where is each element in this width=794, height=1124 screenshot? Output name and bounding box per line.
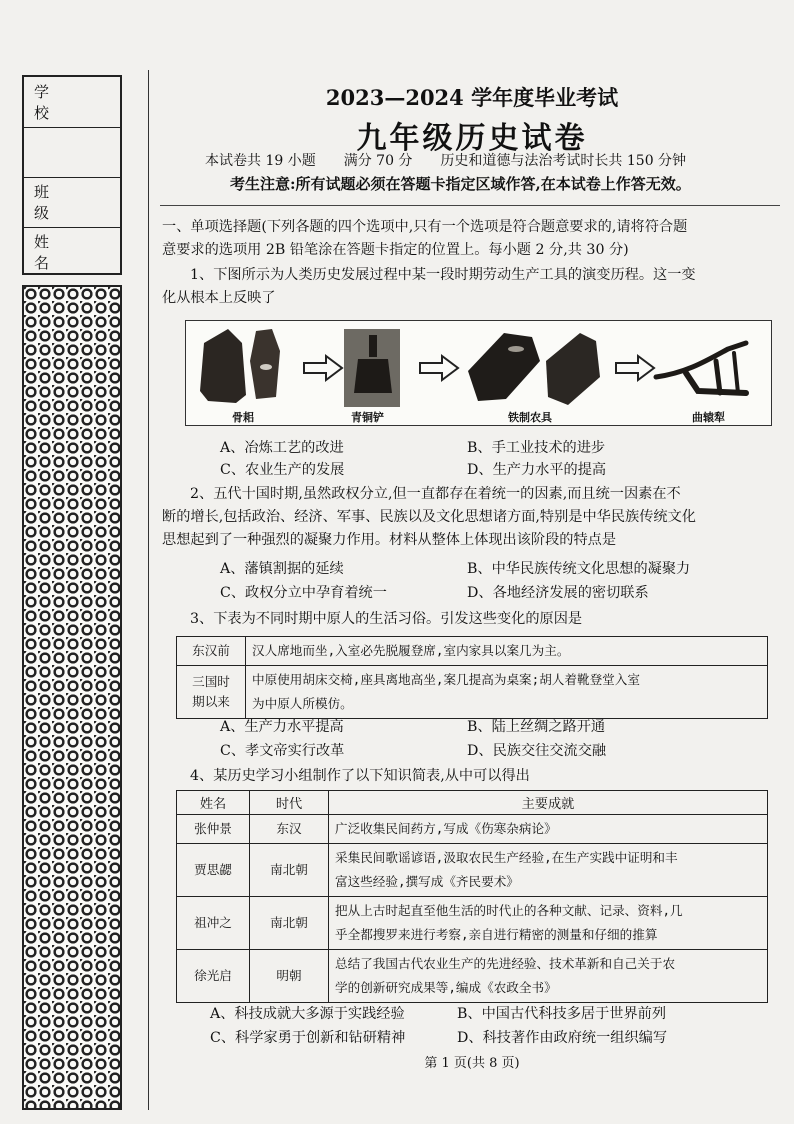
caption-iron-tools: 铁制农具 [508,411,552,424]
scientist-era: 南北朝 [250,897,329,950]
q2-stem-line2: 断的增长,包括政治、经济、军事、民族以及文化思想诸方面,特别是中华民族传统文化 [162,509,696,525]
scientist-era: 东汉 [250,815,329,844]
q1-stem-line1: 1、下图所示为人类历史发展过程中某一段时期劳动生产工具的演变历程。这一变 [190,267,696,283]
table-row [177,844,768,897]
scientist-achievement [329,950,768,1003]
q4-scientists-table [176,790,768,1003]
table-row [177,666,768,719]
achievement-line1: 总结了我国古代农业生产的先进经验、技术革新和自己关于农 [335,956,676,971]
section-heading-line1: 一、单项选择题(下列各题的四个选项中,只有一个选项是符合题意要求的,请将符合题 [162,219,688,235]
achievement-line2: 学的创新研究成果等,编成《农政全书》 [335,980,557,995]
name-label: 姓 名 [34,233,101,272]
curved-plough-image [656,343,746,393]
name-field[interactable] [24,227,120,277]
table-header-row [177,791,768,815]
achievement-line2: 乎全都搜罗来进行考察,亲自进行精密的测量和仔细的推算 [335,927,658,942]
q4-option-b[interactable]: B、中国古代科技多居于世界前列 [457,1006,667,1022]
q3-option-b[interactable]: B、陆上丝绸之路开通 [467,719,606,735]
table-row [177,897,768,950]
col-header-name: 姓名 [177,791,250,815]
exam-main-title: 九年级历史试卷 [356,121,588,156]
class-label: 班 级 [34,183,101,222]
arrow-1-icon [304,356,342,380]
q3-period-line1: 三国时 [192,674,230,689]
tool-images [186,321,771,425]
q3-period-cell [177,666,246,719]
table-row [177,637,768,666]
school-label: 学 校 [34,83,101,122]
binding-line [148,70,149,1110]
seal-line-pattern [22,285,122,1110]
caption-bronze-shovel: 青铜铲 [351,411,384,424]
page-number: 第 1 页(共 8 页) [424,1056,520,1071]
q2-option-d[interactable]: D、各地经济发展的密切联系 [467,585,649,601]
question-4-stem: 4、某历史学习小组制作了以下知识简表,从中可以得出 [190,768,530,784]
table-row [177,950,768,1003]
q3-custom-line1: 中原使用胡床交椅,座具离地高坐,案几提高为桌案;胡人着靴登堂入室 [252,672,640,687]
achievement-line2: 富这些经验,撰写成《齐民要术》 [335,874,519,889]
q1-option-c[interactable]: C、农业生产的发展 [220,462,345,478]
bone-spade-image [200,329,280,403]
q2-option-b[interactable]: B、中华民族传统文化思想的凝聚力 [467,561,691,577]
exam-year-title: 2023—2024 学年度毕业考试 [325,85,619,110]
q3-option-a[interactable]: A、生产力水平提高 [220,719,344,735]
scientist-achievement [329,897,768,950]
scientist-name: 徐光启 [177,950,250,1003]
scientist-name: 祖冲之 [177,897,250,950]
scientist-name: 张仲景 [177,815,250,844]
q3-option-d[interactable]: D、民族交往交流交融 [467,743,607,759]
scientist-achievement [329,844,768,897]
section-heading-line2: 意要求的选项用 2B 铅笔涂在答题卡指定的位置上。每小题 2 分,共 30 分) [162,242,629,258]
question-3-stem: 3、下表为不同时期中原人的生活习俗。引发这些变化的原因是 [190,611,583,627]
q2-stem-line1: 2、五代十国时期,虽然政权分立,但一直都存在着统一的因素,而且统一因素在不 [190,486,681,502]
achievement-line1: 把从上古时起直至他生活的时代止的各种文献、记录、资料,几 [335,903,683,918]
q4-option-d[interactable]: D、科技著作由政府统一组织编写 [457,1030,668,1046]
header-divider [160,205,780,206]
arrow-2-icon [420,356,458,380]
exam-notice: 考生注意:所有试题必须在答题卡指定区域作答,在本试卷上作答无效。 [230,175,691,193]
school-field[interactable] [24,77,120,128]
col-header-era: 时代 [250,791,329,815]
q3-custom-cell: 汉人席地而坐,入室必先脱履登席,室内家具以案几为主。 [246,637,768,666]
q2-option-c[interactable]: C、政权分立中孕育着统一 [220,585,387,601]
table-row [177,815,768,844]
caption-curved-plough: 曲辕犁 [692,411,725,424]
iron-tools-image [468,333,600,405]
class-field[interactable] [24,177,120,228]
q3-option-c[interactable]: C、孝文帝实行改革 [220,743,345,759]
caption-bone-spade: 骨耜 [232,411,254,424]
scientist-era: 明朝 [250,950,329,1003]
scientist-era: 南北朝 [250,844,329,897]
q3-custom-line2: 为中原人所模仿。 [252,696,353,711]
q3-customs-table [176,636,768,719]
scientist-name: 贾思勰 [177,844,250,897]
q4-option-c[interactable]: C、科学家勇于创新和钻研精神 [210,1030,406,1046]
q3-custom-cell [246,666,768,719]
q2-option-a[interactable]: A、藩镇割据的延续 [220,561,344,577]
tool-evolution-figure [185,320,772,426]
section-heading [162,216,777,262]
q3-period-cell: 东汉前 [177,637,246,666]
exam-meta-line: 本试卷共 19 小题 满分 70 分 历史和道德与法治考试时长共 150 分钟 [205,153,687,169]
school-blank[interactable] [24,127,120,178]
q1-option-b[interactable]: B、手工业技术的进步 [467,440,606,456]
q1-option-a[interactable]: A、冶炼工艺的改进 [220,440,344,456]
q2-stem-line3: 思想起到了一种强烈的凝聚力作用。材料从整体上体现出该阶段的特点是 [162,532,617,548]
scientist-achievement: 广泛收集民间药方,写成《伤寒杂病论》 [329,815,768,844]
question-1-stem [162,264,777,310]
q1-stem-line2: 化从根本上反映了 [162,290,276,306]
bronze-shovel-image [344,329,400,407]
question-2-stem [162,483,777,552]
arrow-3-icon [616,356,654,380]
q3-period-line2: 期以来 [192,694,230,709]
q1-option-d[interactable]: D、生产力水平的提高 [467,462,607,478]
q4-option-a[interactable]: A、科技成就大多源于实践经验 [210,1006,405,1022]
col-header-achievement: 主要成就 [329,791,768,815]
achievement-line1: 采集民间歌谣谚语,汲取农民生产经验,在生产实践中证明和丰 [335,850,678,865]
student-info-box [22,75,122,275]
